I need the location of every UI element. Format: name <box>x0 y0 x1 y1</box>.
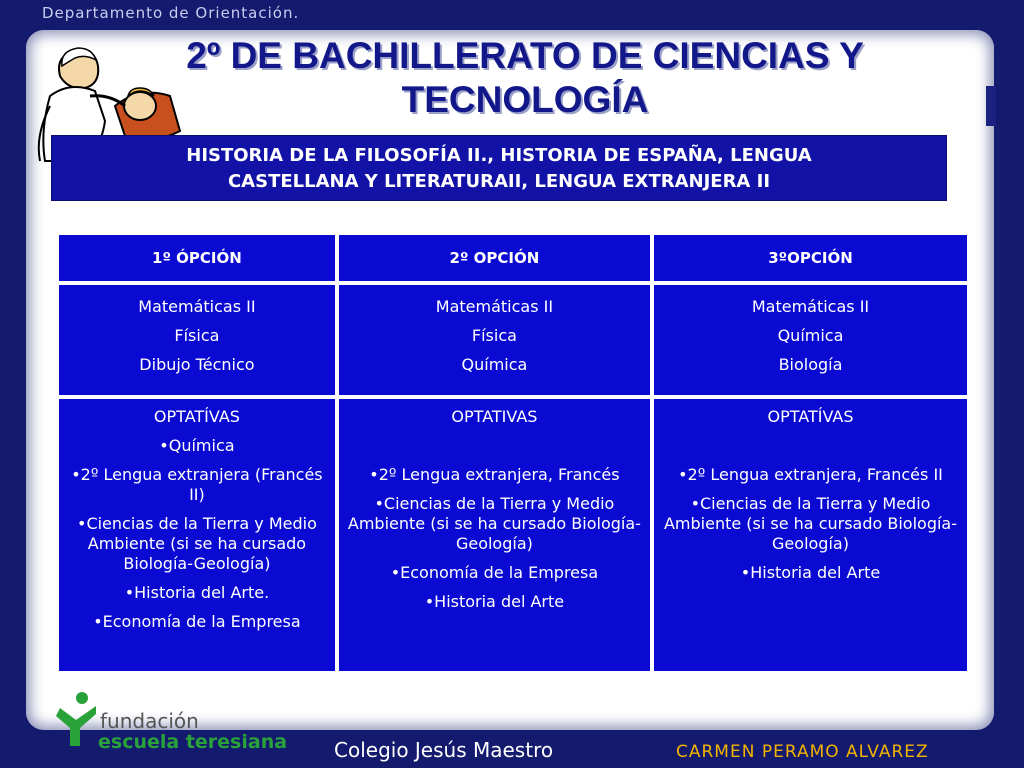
elective-item: •Economía de la Empresa <box>93 612 301 631</box>
elective-heading: OPTATÍVAS <box>767 407 854 426</box>
elective-item: •Historia del Arte <box>740 563 881 582</box>
title-line-2: TECNOLOGÍA <box>401 79 649 120</box>
logo-text-escuela: escuela teresiana <box>98 731 288 753</box>
author-name: CARMEN PERAMO ALVAREZ <box>676 742 929 762</box>
department-label: Departamento de Orientación. <box>42 4 300 22</box>
option-2-header: 2º OPCIÓN <box>339 235 650 281</box>
common-subjects-box <box>51 135 947 201</box>
elective-item: •Ciencias de la Tierra y Medio Ambiente (si se ha cursado Biología-Geología) <box>77 514 317 573</box>
elective-item: •2º Lengua extranjera, Francés <box>369 465 620 484</box>
core-item: Matemáticas II <box>751 297 870 316</box>
core-subjects-row <box>59 285 967 395</box>
option-1-electives <box>59 399 335 671</box>
core-item: Física <box>471 326 517 345</box>
elective-heading: OPTATÍVAS <box>153 407 240 426</box>
core-item: Física <box>174 326 220 345</box>
fundacion-logo-icon <box>56 690 100 750</box>
school-name: Colegio Jesús Maestro <box>334 738 554 762</box>
logo-text-fundacion: fundación <box>100 709 199 733</box>
elective-heading: OPTATIVAS <box>451 407 538 426</box>
elective-item: •Economía de la Empresa <box>390 563 599 582</box>
core-item: Biología <box>778 355 843 374</box>
subjects-line-1: HISTORIA DE LA FILOSOFÍA II., HISTORIA DE ESPAÑA, LENGUA <box>186 145 812 166</box>
options-table <box>55 231 971 675</box>
elective-spacer <box>347 436 642 456</box>
elective-item: •2º Lengua extranjera, Francés II <box>678 465 943 484</box>
elective-spacer <box>662 436 959 456</box>
title-line-1: 2º DE BACHILLERATO DE CIENCIAS Y <box>186 35 864 76</box>
elective-item: •Química <box>159 436 235 455</box>
core-item: Química <box>461 355 528 374</box>
elective-item: •Ciencias de la Tierra y Medio Ambiente (si se ha cursado Biología-Geología) <box>347 494 641 553</box>
option-1-header: 1º ÓPCIÓN <box>59 235 335 281</box>
option-3-core <box>654 285 967 395</box>
page-title <box>60 34 990 122</box>
options-header-row <box>59 235 967 281</box>
elective-item: •Historia del Arte <box>424 592 565 611</box>
option-3-electives <box>654 399 967 671</box>
core-item: Química <box>777 326 844 345</box>
electives-row <box>59 399 967 671</box>
option-2-core <box>339 285 650 395</box>
subjects-line-2: CASTELLANA Y LITERATURAII, LENGUA EXTRANJERA II <box>227 171 771 192</box>
option-2-electives <box>339 399 650 671</box>
elective-item: •Historia del Arte. <box>124 583 270 602</box>
elective-item: •2º Lengua extranjera (Francés II) <box>71 465 323 504</box>
core-item: Matemáticas II <box>435 297 554 316</box>
core-item: Dibujo Técnico <box>139 355 255 374</box>
option-1-core <box>59 285 335 395</box>
option-3-header: 3ºOPCIÓN <box>654 235 967 281</box>
elective-item: •Ciencias de la Tierra y Medio Ambiente (si se ha cursado Biología-Geología) <box>663 494 958 553</box>
core-item: Matemáticas II <box>138 297 256 316</box>
